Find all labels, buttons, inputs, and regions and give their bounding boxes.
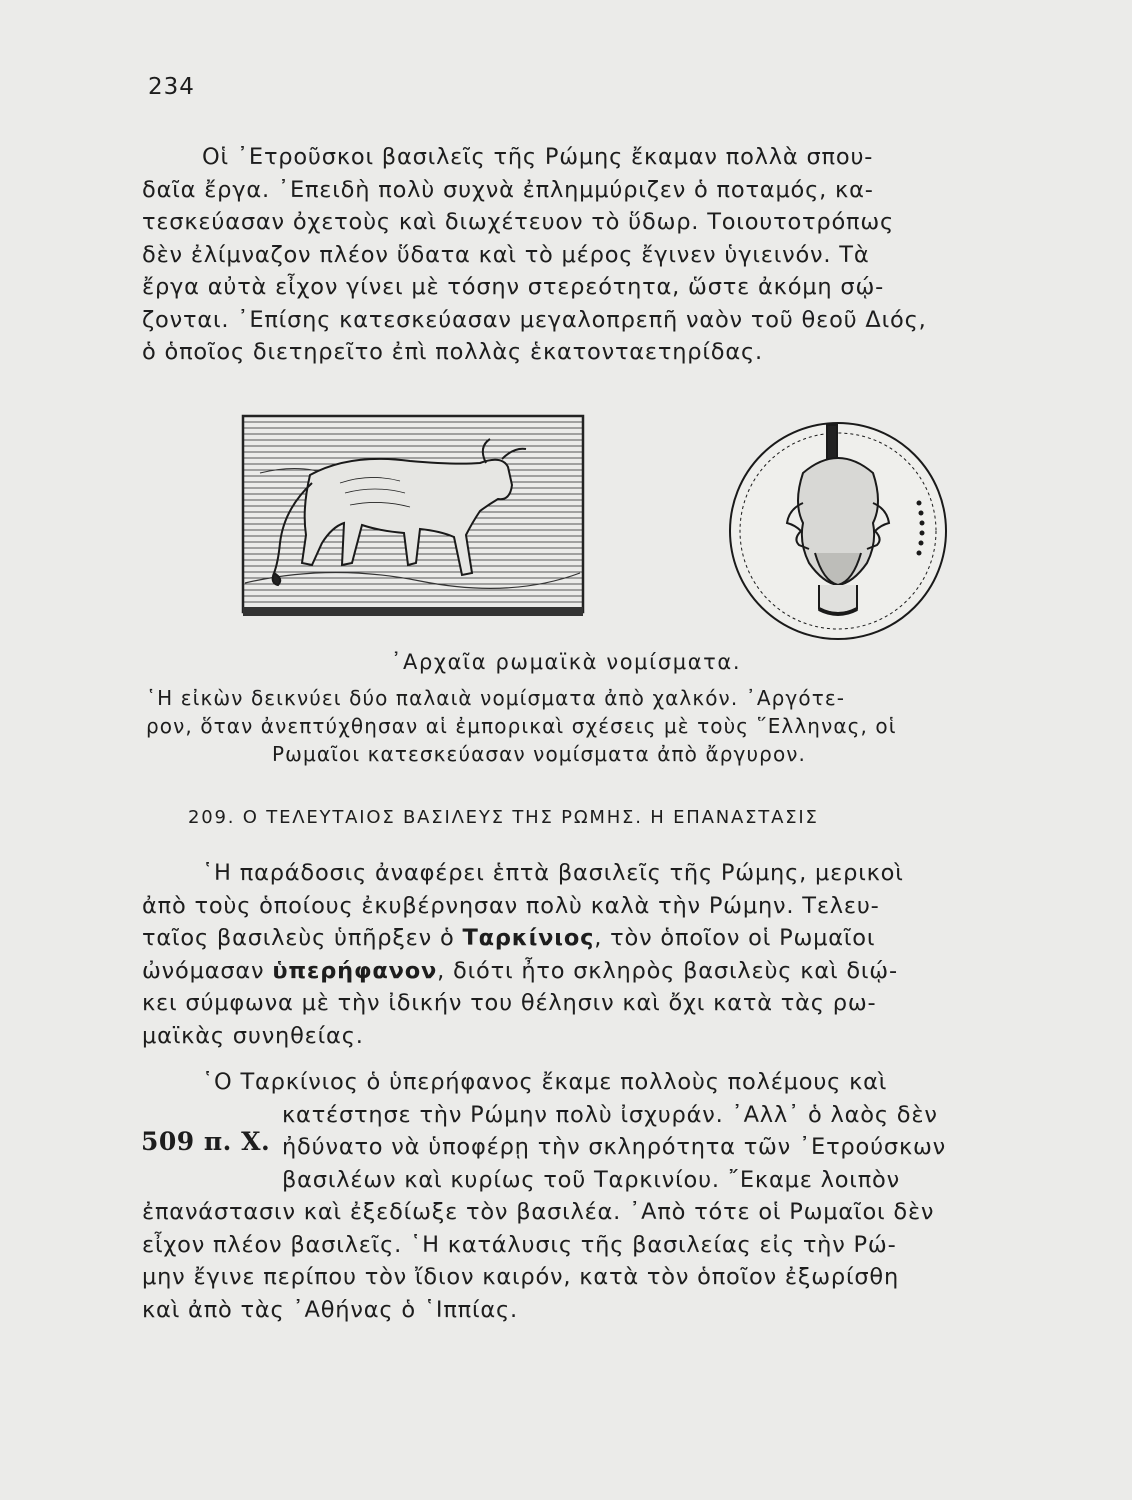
- text-segment: ὠνόμασαν: [142, 957, 273, 984]
- text-line: κει σύμφωνα μὲ τὴν ἰδικήν του θέλησιν καὶ ὄχι κατὰ τὰς ρω-: [142, 990, 877, 1016]
- text-line: ἐπανάστασιν καὶ ἐξεδίωξε τὸν βασιλέα. ᾿Απὸ τότε οἱ Ρωμαῖοι δὲν: [142, 1199, 935, 1225]
- caption-line: ρον, ὅταν ἀνεπτύχθησαν αἱ ἐμπορικαὶ σχέσεις μὲ τοὺς ῞Ελληνας, οἱ: [146, 714, 897, 738]
- text-segment: , τὸν ὁποῖον οἱ Ρωμαῖοι: [594, 925, 876, 951]
- text-segment: ταῖος βασιλεὺς ὑπῆρξεν ὁ: [142, 925, 463, 951]
- page-number: 234: [148, 74, 195, 100]
- text-line: ἀπὸ τοὺς ὁποίους ἐκυβέρνησαν πολὺ καλὰ τὴν Ρώμην. Τελευ-: [142, 892, 880, 919]
- text-line: [142, 922, 1072, 955]
- text-line: καὶ ἀπὸ τὰς ᾿Αθήνας ὁ ῾Ιππίας.: [142, 1296, 519, 1323]
- text-line: τεσκεύασαν ὀχετοὺς καὶ διωχέτευον τὸ ὕδωρ. Τοιουτοτρόπως: [142, 209, 895, 235]
- text-line: ἠδύνατο νὰ ὑποφέρῃ τὴν σκληρότητα τῶν ᾿Ετρούσκων: [282, 1134, 947, 1160]
- paragraph-etruscan-works: [142, 141, 1072, 369]
- text-line: δὲν ἐλίμναζον πλέον ὕδατα καὶ τὸ μέρος ἔγινεν ὑγιεινόν. Τὰ: [142, 241, 870, 268]
- text-line: βασιλέων καὶ κυρίως τοῦ Ταρκινίου. ῎Εκαμε λοιπὸν: [282, 1166, 900, 1193]
- text-line: ὁ ὁποῖος διετηρεῖτο ἐπὶ πολλὰς ἑκατονταετηρίδας.: [142, 339, 763, 365]
- bold-name-tarquinius: Ταρκίνιος: [462, 925, 595, 951]
- text-line: Οἱ ᾿Ετροῦσκοι βασιλεῖς τῆς Ρώμης ἔκαμαν πολλὰ σπου-: [202, 144, 874, 170]
- margin-date: 509 π. Χ.: [141, 1127, 271, 1156]
- bull-coin-illustration: [240, 413, 586, 619]
- text-line: κατέστησε τὴν Ρώμην πολὺ ἰσχυράν. ᾿Αλλ᾿ ὁ λαὸς δὲν: [282, 1101, 938, 1128]
- paragraph-revolution: [142, 1066, 1072, 1326]
- section-heading: 209. Ο ΤΕΛΕΥΤΑΙΟΣ ΒΑΣΙΛΕΥΣ ΤΗΣ ΡΩΜΗΣ. Η ΕΠΑΝΑΣΤΑΣΙΣ: [188, 807, 819, 828]
- text-line: εἶχον πλέον βασιλεῖς. ῾Η κατάλυσις τῆς βασιλείας εἰς τὴν Ρώ-: [142, 1231, 897, 1258]
- caption-line: ῾Η εἰκὼν δεικνύει δύο παλαιὰ νομίσματα ἀπὸ χαλκόν. ᾿Αργότε-: [146, 686, 846, 710]
- text-line: μην ἔγινε περίπου τὸν ἴδιον καιρόν, κατὰ τὸν ὁποῖον ἐξωρίσθη: [142, 1264, 900, 1290]
- text-line: ῾Η παράδοσις ἀναφέρει ἑπτὰ βασιλεῖς τῆς Ρώμης, μερικοὶ: [202, 860, 904, 886]
- bold-epithet-proud: ὑπερήφανον: [272, 957, 438, 984]
- text-line: δαῖα ἔργα. ᾿Επειδὴ πολὺ συχνὰ ἐπλημμύριζεν ὁ ποταμός, κα-: [142, 176, 874, 203]
- janus-coin-illustration: [723, 413, 953, 643]
- text-segment: , διότι ἦτο σκληρὸς βασιλεὺς καὶ διῴ-: [437, 957, 898, 984]
- text-line: [142, 955, 1072, 988]
- text-line: ζονται. ᾿Επίσης κατεσκεύασαν μεγαλοπρεπῆ ναὸν τοῦ θεοῦ Διός,: [142, 306, 927, 333]
- paragraph-tarquinius: [142, 857, 1072, 1052]
- text-line: ῾Ο Ταρκίνιος ὁ ὑπερήφανος ἔκαμε πολλοὺς πολέμους καὶ: [202, 1069, 888, 1095]
- figure-caption-body: [146, 684, 1066, 768]
- figure-caption-title: ᾿Αρχαῖα ρωμαϊκὰ νομίσματα.: [390, 650, 742, 674]
- caption-line: Ρωμαῖοι κατεσκεύασαν νομίσματα ἀπὸ ἄργυρον.: [272, 742, 807, 766]
- text-line: μαϊκὰς συνηθείας.: [142, 1022, 364, 1049]
- text-line: ἔργα αὐτὰ εἶχον γίνει μὲ τόσην στερεότητα, ὥστε ἀκόμη σῴ-: [142, 274, 885, 300]
